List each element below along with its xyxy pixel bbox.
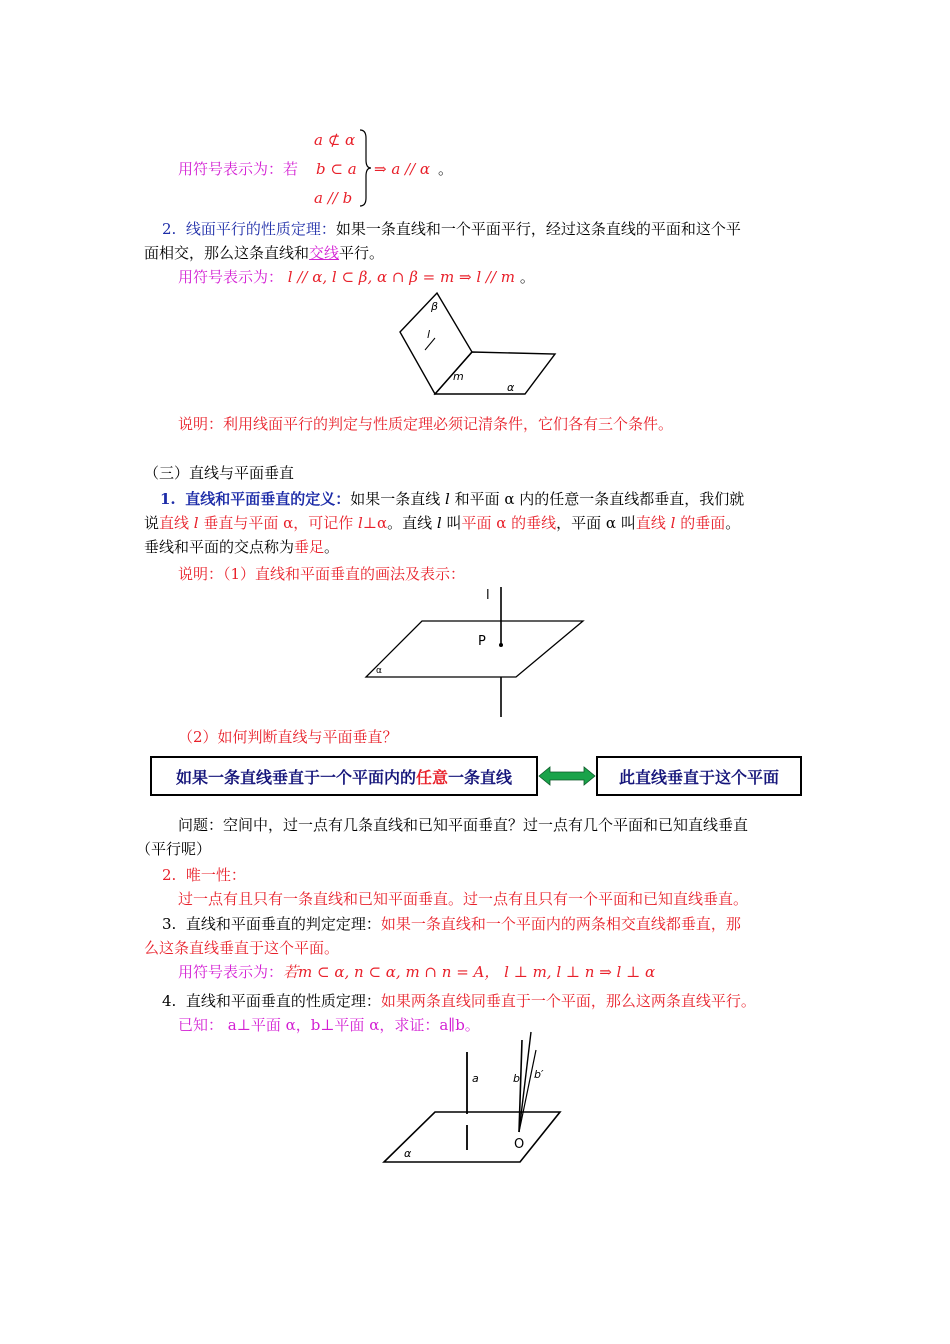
def2-o: 。: [725, 514, 741, 532]
label-m: m: [453, 370, 464, 383]
judgment-symbol: [178, 961, 655, 983]
uniqueness-text: 过一点有且只有一条直线和已知平面垂直。过一点有且只有一个平面和已知直线垂直。: [178, 890, 749, 908]
def2-c: l: [193, 514, 199, 532]
label-o: O: [514, 1137, 525, 1152]
label-alpha: α: [507, 381, 515, 394]
uniq-num: 2.: [162, 866, 177, 884]
def2-l: 直线: [635, 514, 671, 532]
j-text1: 如果一条直线和一个平面内的两条相交直线都垂直，那: [380, 915, 741, 933]
double-arrow-icon: [538, 765, 596, 787]
def3-c: 。: [324, 538, 340, 556]
conclusion-box: [596, 756, 802, 796]
box1-a: 如果一条直线垂直于一个平面内的: [175, 767, 416, 787]
definition-text-a: 如果一条直线: [350, 490, 446, 508]
def2-i: 叫: [441, 514, 462, 532]
uniq-title: 唯一性：: [185, 866, 246, 884]
condition-box: [150, 756, 538, 796]
j-sym-prefix: 用符号表示为：: [178, 963, 284, 981]
uniqueness-title: [162, 864, 246, 886]
period-2: 。: [519, 268, 535, 286]
judgment-line2: 么这条直线垂直于这个平面。: [144, 939, 340, 957]
label-a: a: [472, 1072, 479, 1085]
definition-line3: [144, 536, 339, 558]
definition-line2: [144, 512, 740, 534]
def2-h: l: [436, 514, 442, 532]
period-1: 。: [438, 160, 454, 178]
label-l: l: [427, 328, 431, 341]
definition-num: 1.: [160, 490, 176, 508]
link-jiaoxian[interactable]: 交线: [309, 244, 340, 262]
box1-c: 一条直线: [448, 767, 513, 787]
cond-3: a // b: [314, 189, 353, 207]
j-title: 直线和平面垂直的判定定理：: [185, 915, 381, 933]
def2-d: 垂直与平面 α，可记作: [198, 514, 359, 532]
def2-j: 平面 α 的垂线: [461, 514, 557, 532]
p-num: 4.: [162, 992, 177, 1010]
j-num: 3.: [162, 915, 177, 933]
section-3-title: （三）直线与平面垂直: [144, 464, 295, 482]
p-title: 直线和平面垂直的性质定理：: [185, 992, 381, 1010]
def2-g: 。直线: [387, 514, 437, 532]
def2-b: 直线: [159, 514, 194, 532]
def3-a: 垂线和平面的交点称为: [144, 538, 295, 556]
def2-e: l: [358, 514, 363, 532]
label-alpha-2: α: [376, 666, 382, 676]
cond-2: b ⊂ a: [316, 160, 357, 178]
definition-l: l: [445, 490, 450, 508]
def3-b: 垂足: [294, 538, 325, 556]
conclusion-1: ⇒ a // α: [374, 160, 431, 178]
question-line2: （平行呢）: [136, 840, 212, 858]
given-line: 已知： a⊥平面 α，b⊥平面 α，求证：a∥b。: [178, 1016, 480, 1034]
def2-a: 说: [144, 514, 160, 532]
symbol-prefix-1: 用符号表示为：若: [178, 160, 299, 178]
theorem-2-text1: 如果一条直线和一个平面平行，经过这条直线的平面和这个平: [335, 220, 741, 238]
note-1: 说明：利用线面平行的判定与性质定理必须记清条件，它们各有三个条件。: [178, 415, 674, 433]
figure-perpendicular: [360, 585, 590, 720]
def2-n: 的垂面: [675, 514, 726, 532]
definition-title: 直线和平面垂直的定义：: [185, 490, 351, 508]
def2-f: ⊥α: [362, 514, 388, 532]
theorem-2-title: 线面平行的性质定理：: [185, 220, 336, 238]
definition-text-b: 和平面 α 内的任意一条直线都垂直，我们就: [449, 490, 745, 508]
box2-text: 此直线垂直于这个平面: [618, 767, 779, 787]
right-brace: [358, 128, 372, 208]
judgment-line1: [162, 913, 741, 935]
figure-planes-intersect: [395, 290, 565, 402]
label-p: P: [478, 634, 486, 649]
label-b-prime: b′: [534, 1068, 544, 1081]
label-alpha-3: α: [404, 1147, 412, 1160]
theorem-2-text2b: 平行。: [339, 244, 385, 262]
question-2: （2）如何判断直线与平面垂直？: [178, 728, 398, 746]
cond-1: a ⊄ α: [314, 131, 356, 149]
box1-b: 任意: [415, 767, 448, 787]
theorem-2-text2a: 面相交，那么这条直线和: [144, 244, 310, 262]
note-2: 说明：（1）直线和平面垂直的画法及表示：: [178, 565, 466, 583]
definition-line1: [160, 488, 744, 510]
label-l-2: l: [486, 588, 490, 603]
question-line1: 问题：空间中，过一点有几条直线和已知平面垂直？过一点有几个平面和已知直线垂直: [178, 816, 749, 834]
figure-two-perpendiculars: [380, 1030, 570, 1165]
symbol-expr-2: l // α, l ⊂ β, α ∩ β = m ⇒ l // m: [287, 268, 516, 286]
symbol-prefix-2: 用符号表示为：: [178, 268, 284, 286]
label-beta: β: [431, 300, 439, 313]
theorem-2-symbol: [178, 266, 535, 288]
property-line: [162, 990, 756, 1012]
j-sym: 若m ⊂ α, n ⊂ α, m ∩ n = A， l ⊥ m, l ⊥ n ⇒ l ⊥ α: [283, 963, 656, 981]
theorem-2-line2: [144, 242, 384, 264]
label-b: b: [513, 1072, 520, 1085]
theorem-2-line1: [162, 218, 741, 240]
p-text: 如果两条直线同垂直于一个平面，那么这两条直线平行。: [380, 992, 756, 1010]
def2-m: l: [670, 514, 676, 532]
def2-k: ，平面 α 叫: [556, 514, 636, 532]
theorem-2-num: 2.: [162, 220, 177, 238]
